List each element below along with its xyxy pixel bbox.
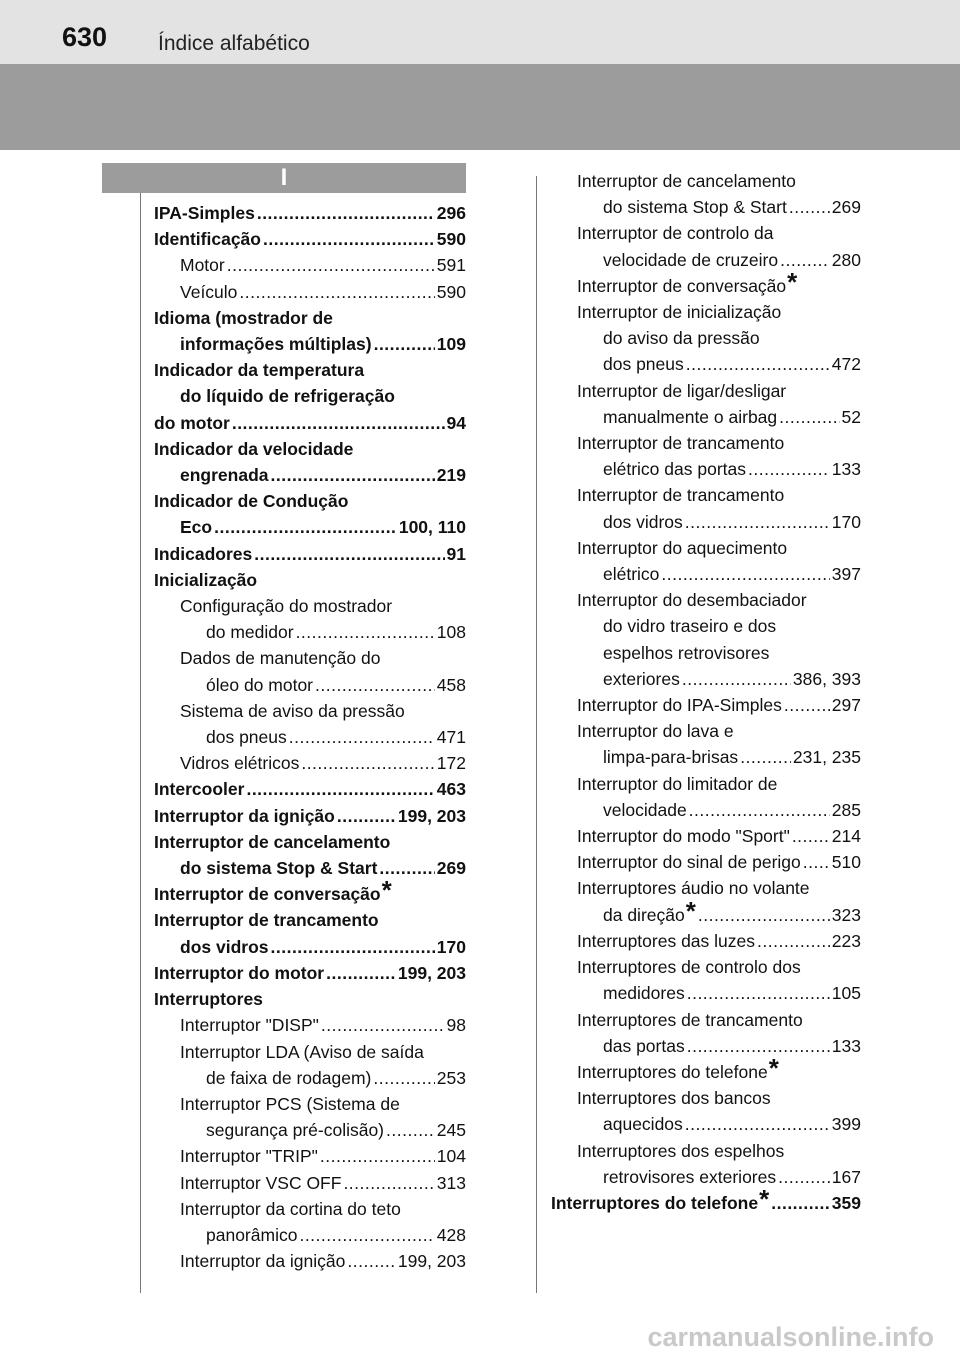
- index-entry: [154, 226, 466, 252]
- index-entry: [154, 305, 466, 331]
- entry-page: 591: [436, 255, 466, 276]
- index-entry: [551, 640, 861, 666]
- index-entry: [154, 252, 466, 278]
- watermark: carmanualsonline.info: [647, 1322, 934, 1352]
- entry-text: Indicadores: [154, 543, 253, 564]
- dot-leader: [740, 744, 791, 770]
- entry-text: Sistema de aviso da pressão: [180, 700, 405, 721]
- dot-leader: [315, 672, 435, 698]
- dot-leader: [689, 797, 830, 823]
- entry-text: Interruptores dos espelhos: [577, 1140, 785, 1161]
- page-number: 630: [62, 22, 108, 52]
- index-entry: [154, 1091, 466, 1117]
- entry-text: Interruptores das luzes: [577, 930, 756, 951]
- entry-text: Interruptor "DISP": [180, 1015, 319, 1036]
- entry-page: 397: [831, 564, 861, 585]
- entry-text: Vidros elétricos: [180, 753, 300, 774]
- index-entry: [551, 1138, 861, 1164]
- column-divider-center: [536, 176, 537, 1293]
- entry-text: Dados de manutenção do: [180, 648, 381, 669]
- entry-page: 285: [831, 799, 861, 820]
- entry-page: 323: [831, 904, 861, 925]
- entry-page: 253: [436, 1067, 466, 1088]
- index-entry: [154, 907, 466, 933]
- entry-text: do aviso da pressão: [603, 328, 760, 349]
- index-entry: [551, 247, 861, 273]
- index-entry: [154, 645, 466, 671]
- entry-page: 472: [831, 354, 861, 375]
- index-entry: [154, 1065, 466, 1091]
- entry-text: Interruptor do motor: [154, 962, 325, 983]
- index-entry: [154, 593, 466, 619]
- index-entry: [154, 1039, 466, 1065]
- index-entry: Interruptores do telefone *: [551, 1059, 861, 1085]
- entry-text: Idioma (mostrador de: [154, 307, 333, 328]
- entry-text: aquecidos: [603, 1114, 683, 1135]
- index-entry: [154, 1248, 466, 1274]
- entry-text: Interruptor de trancamento: [577, 485, 785, 506]
- entry-text: limpa-para-brisas: [603, 747, 739, 768]
- dot-leader: [246, 776, 434, 802]
- index-entry: [551, 378, 861, 404]
- dot-leader: [789, 194, 830, 220]
- entry-page: 245: [436, 1120, 466, 1141]
- index-entry: [551, 194, 861, 220]
- dot-leader: [296, 619, 435, 645]
- entry-text: Interruptor do modo "Sport": [577, 826, 790, 847]
- entry-text: Interruptores: [154, 989, 263, 1010]
- dot-leader: [271, 934, 435, 960]
- dot-leader: [257, 200, 435, 226]
- index-entry: [154, 750, 466, 776]
- entry-page: 280: [831, 249, 861, 270]
- index-entry: [154, 462, 466, 488]
- entry-text: espelhos retrovisores: [603, 642, 770, 663]
- entry-text: elétrico: [603, 564, 660, 585]
- entry-text: retrovisores exteriores: [603, 1166, 777, 1187]
- index-entry: [551, 849, 861, 875]
- index-entry: [551, 1033, 861, 1059]
- index-entry: [154, 436, 466, 462]
- entry-text: informações múltiplas): [180, 334, 372, 355]
- index-entry: [154, 1012, 466, 1038]
- entry-text: Interruptores áudio no volante: [577, 878, 810, 899]
- entry-page: 219: [436, 465, 466, 486]
- index-entry: [154, 1117, 466, 1143]
- entry-text: medidores: [603, 983, 685, 1004]
- entry-text: Intercooler: [154, 779, 245, 800]
- entry-page: 109: [436, 334, 466, 355]
- index-entry: [154, 776, 466, 802]
- index-entry: [154, 1170, 466, 1196]
- entry-page: 269: [436, 858, 466, 879]
- letter-heading: I: [102, 163, 466, 193]
- index-entry: [154, 986, 466, 1012]
- index-entry: [551, 482, 861, 508]
- entry-text: Inicialização: [154, 569, 258, 590]
- entry-text: velocidade: [603, 799, 687, 820]
- index-entry: [154, 1143, 466, 1169]
- index-entry: [551, 404, 861, 430]
- entry-page: 91: [446, 543, 466, 564]
- entry-page: 471: [436, 727, 466, 748]
- entry-page: 170: [831, 511, 861, 532]
- entry-text: do medidor: [206, 622, 294, 643]
- dot-leader: [803, 849, 830, 875]
- entry-text: dos pneus: [603, 354, 684, 375]
- index-entry: [551, 561, 861, 587]
- index-entry: [551, 797, 861, 823]
- entry-text: Indicador da velocidade: [154, 438, 354, 459]
- dot-leader: [347, 1248, 395, 1274]
- index-entry: [154, 410, 466, 436]
- index-entry: Interruptor de conversação *: [551, 273, 861, 299]
- dot-leader: [227, 252, 435, 278]
- dot-leader: [271, 462, 435, 488]
- index-entry: [154, 672, 466, 698]
- entry-text: Veículo: [180, 281, 238, 302]
- entry-page: 170: [436, 936, 466, 957]
- index-entry: [154, 829, 466, 855]
- entry-page: 133: [831, 459, 861, 480]
- index-entry: [154, 541, 466, 567]
- index-entry: [551, 875, 861, 901]
- entry-text: Indicador da temperatura: [154, 360, 365, 381]
- entry-text: Motor: [180, 255, 225, 276]
- entry-text: Interruptores de trancamento: [577, 1009, 803, 1030]
- index-entry: [154, 331, 466, 357]
- entry-page: 199, 203: [397, 1251, 466, 1272]
- dot-leader: [373, 1065, 434, 1091]
- dot-leader: [778, 1164, 830, 1190]
- entry-page: 199, 203: [397, 962, 466, 983]
- dot-leader: [301, 750, 434, 776]
- dot-leader: [682, 666, 791, 692]
- entry-text: óleo do motor: [206, 674, 314, 695]
- index-entry: [551, 954, 861, 980]
- entry-text: panorâmico: [206, 1224, 298, 1245]
- entry-page: 269: [831, 197, 861, 218]
- dot-leader: [698, 902, 830, 928]
- column-divider-left: [140, 193, 141, 1293]
- index-entry: [551, 168, 861, 194]
- index-entry: [551, 430, 861, 456]
- dot-leader: [326, 960, 396, 986]
- index-entry: [551, 1164, 861, 1190]
- section-title: Índice alfabético: [158, 32, 310, 55]
- index-entry: [154, 279, 466, 305]
- entry-text: Indicador de Condução: [154, 491, 349, 512]
- entry-text: Interruptor da ignição: [154, 805, 335, 826]
- dot-leader: [771, 1190, 830, 1216]
- entry-page: 231, 235: [792, 747, 861, 768]
- entry-text: Interruptores de controlo dos: [577, 957, 801, 978]
- entry-text: Interruptor do limitador de: [577, 773, 778, 794]
- entry-text: Interruptor VSC OFF: [180, 1172, 342, 1193]
- entry-page: 386, 393: [792, 668, 861, 689]
- entry-text: Interruptor do lava e: [577, 721, 734, 742]
- entry-text: da direção: [603, 904, 685, 925]
- entry-text: do vidro traseiro e dos: [603, 616, 777, 637]
- entry-text: Interruptor do desembaciador: [577, 590, 807, 611]
- index-entry: Interruptor de conversação *: [154, 881, 466, 907]
- index-entry: [154, 855, 466, 881]
- entry-text: Interruptor do aquecimento: [577, 537, 788, 558]
- entry-text: Interruptor de cancelamento: [154, 831, 391, 852]
- entry-page: 105: [831, 983, 861, 1004]
- entry-page: 214: [831, 826, 861, 847]
- entry-page: 104: [436, 1146, 466, 1167]
- entry-text: Eco: [180, 517, 213, 538]
- index-entry: Interruptores do telefone * ..... 359: [551, 1190, 861, 1216]
- entry-text: Interruptor "TRIP": [180, 1146, 318, 1167]
- entry-page: 399: [831, 1114, 861, 1135]
- index-entry: [551, 718, 861, 744]
- entry-page: 296: [436, 203, 466, 223]
- entry-text: Interruptor do sinal de perigo: [577, 852, 801, 873]
- index-entry: [154, 698, 466, 724]
- index-entry: [551, 509, 861, 535]
- index-entry: [154, 567, 466, 593]
- index-entry: [551, 666, 861, 692]
- index-entry: [551, 823, 861, 849]
- index-entry: [154, 934, 466, 960]
- index-entry: [551, 1007, 861, 1033]
- entry-page: 223: [831, 930, 861, 951]
- index-entry: [551, 613, 861, 639]
- entry-text: do motor: [154, 412, 230, 433]
- entry-page: 100, 110: [398, 517, 466, 538]
- dot-leader: [386, 1117, 435, 1143]
- entry-text: Interruptor de cancelamento: [577, 171, 796, 191]
- index-entry: [551, 299, 861, 325]
- entry-page: 167: [831, 1166, 861, 1187]
- entry-page: 98: [446, 1015, 466, 1036]
- entry-text: Interruptor de trancamento: [577, 433, 785, 454]
- index-entry: [154, 200, 466, 226]
- entry-text: IPA-Simples: [154, 203, 255, 223]
- dot-leader: [374, 331, 435, 357]
- index-entry: [154, 619, 466, 645]
- entry-page: 428: [436, 1224, 466, 1245]
- index-entry: [154, 1222, 466, 1248]
- entry-text: Interruptor da cortina do teto: [180, 1198, 401, 1219]
- entry-text: Interruptor PCS (Sistema de: [180, 1093, 400, 1114]
- entry-text: do sistema Stop & Start: [180, 858, 378, 879]
- entry-text: Identificação: [154, 229, 261, 250]
- entry-text: velocidade de cruzeiro: [603, 249, 779, 270]
- entry-page: 359: [831, 1192, 861, 1213]
- index-entry: [154, 803, 466, 829]
- index-entry: [551, 980, 861, 1006]
- index-entry: [154, 514, 466, 540]
- dot-leader: [792, 823, 830, 849]
- entry-page: 590: [436, 281, 466, 302]
- index-entry: [154, 724, 466, 750]
- entry-text: Interruptor de controlo da: [577, 223, 774, 244]
- dot-leader: [661, 561, 829, 587]
- entry-page: 458: [436, 674, 466, 695]
- dot-leader: [263, 226, 435, 252]
- entry-text: Interruptores dos bancos: [577, 1088, 771, 1109]
- entry-text: Interruptor de conversação: [154, 884, 381, 905]
- dot-leader: [687, 1033, 830, 1059]
- entry-page: 297: [831, 695, 861, 716]
- entry-text: das portas: [603, 1035, 685, 1056]
- entry-text: Interruptores do telefone: [577, 1061, 768, 1082]
- entry-page: 313: [436, 1172, 466, 1193]
- entry-text: dos pneus: [206, 727, 287, 748]
- entry-page: 510: [831, 852, 861, 873]
- entry-text: engrenada: [180, 465, 269, 486]
- entry-text: Interruptor de inicialização: [577, 302, 782, 323]
- dot-leader: [299, 1222, 434, 1248]
- index-entry: [154, 960, 466, 986]
- entry-text: Interruptor do IPA-Simples: [577, 695, 782, 716]
- entry-page: 463: [436, 779, 466, 800]
- entry-text: do líquido de refrigeração: [180, 386, 395, 407]
- dot-leader: [685, 1111, 830, 1137]
- dot-leader: [686, 351, 830, 377]
- dot-leader: [337, 803, 396, 829]
- index-entry: [154, 383, 466, 409]
- entry-page: 94: [446, 412, 466, 433]
- index-entry: [551, 587, 861, 613]
- dot-leader: [289, 724, 435, 750]
- index-entry: [154, 357, 466, 383]
- entry-text: Interruptor de trancamento: [154, 910, 379, 931]
- entry-text: segurança pré-colisão): [206, 1120, 385, 1141]
- dot-leader: [757, 928, 830, 954]
- dot-leader: [320, 1143, 435, 1169]
- entry-text: de faixa de rodagem): [206, 1067, 372, 1088]
- entry-text: Configuração do mostrador: [180, 596, 393, 617]
- index-entry: [551, 1111, 861, 1137]
- entry-text: Interruptores do telefone: [551, 1192, 759, 1213]
- dot-leader: [321, 1012, 445, 1038]
- header-bar: [0, 0, 960, 64]
- dot-leader: [685, 509, 830, 535]
- index-entry: [551, 928, 861, 954]
- entry-page: 133: [831, 1035, 861, 1056]
- entry-page: 172: [436, 753, 466, 774]
- dot-leader: [748, 456, 830, 482]
- index-entry: [551, 325, 861, 351]
- entry-text: do sistema Stop & Start: [603, 197, 787, 218]
- dot-leader: [254, 541, 444, 567]
- index-entry: [551, 351, 861, 377]
- entry-text: dos vidros: [603, 511, 683, 532]
- entry-text: exteriores: [603, 668, 680, 689]
- entry-page: 52: [841, 406, 861, 427]
- entry-page: 590: [436, 229, 466, 250]
- dot-leader: [232, 410, 445, 436]
- index-entry: [551, 456, 861, 482]
- dot-leader: [214, 514, 397, 540]
- dot-leader: [343, 1170, 434, 1196]
- entry-text: Interruptor LDA (Aviso de saída: [180, 1041, 424, 1062]
- index-entry: [551, 1085, 861, 1111]
- index-entry: [551, 771, 861, 797]
- index-entry: [154, 488, 466, 514]
- index-entry: [551, 535, 861, 561]
- index-column-right: [551, 168, 861, 1216]
- index-entry: da direção * ..... 323: [551, 902, 861, 928]
- entry-text: Interruptor de ligar/desligar: [577, 380, 787, 401]
- entry-page: 199, 203: [397, 805, 466, 826]
- entry-text: dos vidros: [180, 936, 269, 957]
- entry-page: 108: [436, 622, 466, 643]
- index-entry: [551, 692, 861, 718]
- entry-text: manualmente o airbag: [603, 406, 778, 427]
- entry-text: elétrico das portas: [603, 459, 746, 480]
- index-entry: [551, 220, 861, 246]
- dot-leader: [239, 279, 434, 305]
- dot-leader: [779, 404, 839, 430]
- entry-text: Interruptor de conversação: [577, 275, 787, 296]
- dot-leader: [687, 980, 830, 1006]
- index-column-left: [154, 200, 466, 1274]
- header-band: [0, 64, 960, 150]
- entry-text: Interruptor da ignição: [180, 1251, 346, 1272]
- index-entry: [154, 1196, 466, 1222]
- index-entry: [551, 744, 861, 770]
- dot-leader: [784, 692, 830, 718]
